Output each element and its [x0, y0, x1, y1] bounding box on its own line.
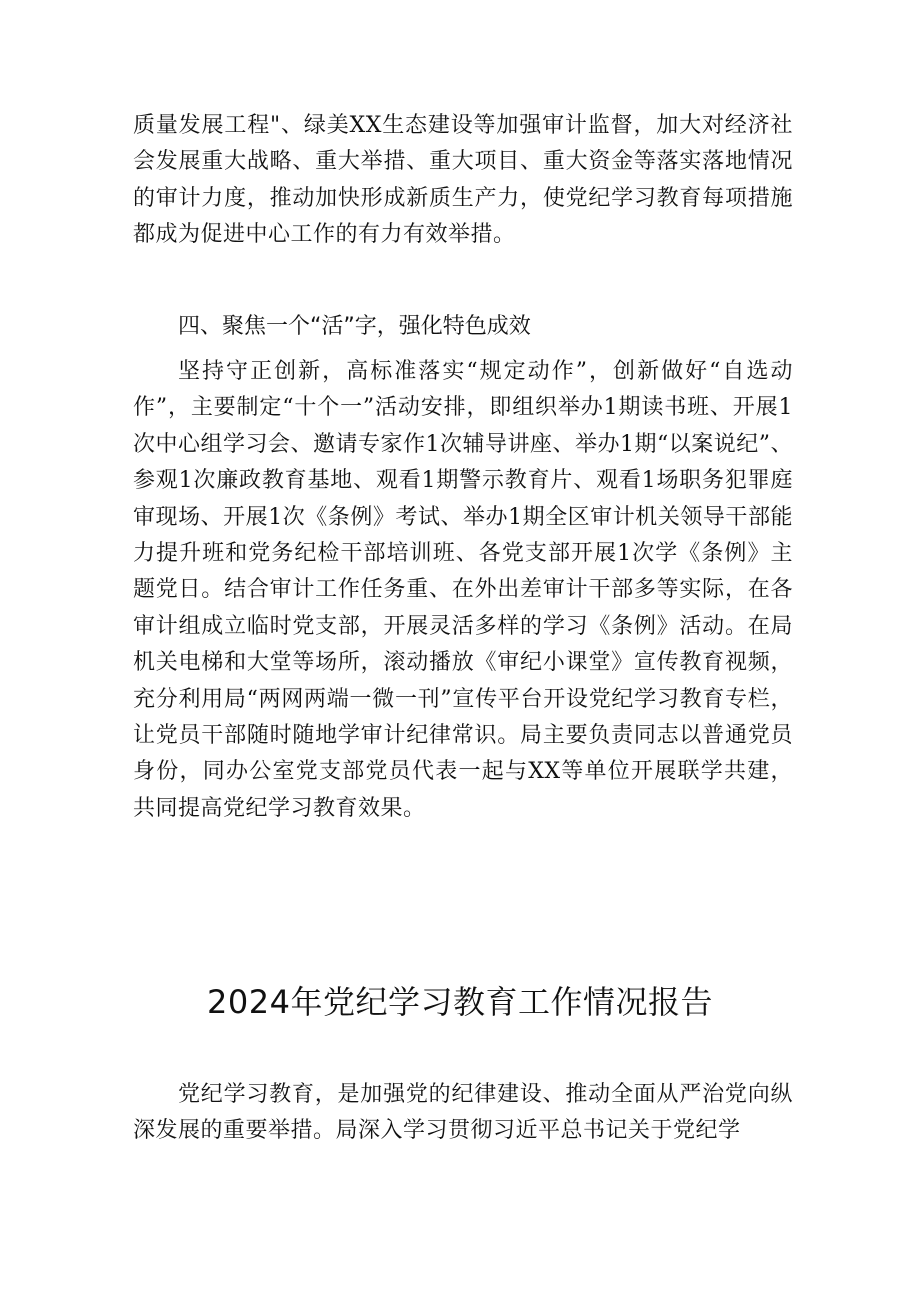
- body-paragraph-intro: 党纪学习教育，是加强党的纪律建设、推动全面从严治党向纵深发展的重要举措。局深入学习贯彻习近平总书记关于党纪学: [133, 1082, 793, 1144]
- document-title: 2024年党纪学习教育工作情况报告: [207, 983, 713, 1021]
- section-heading: 四、聚焦一个“活”字，强化特色成效: [178, 314, 531, 339]
- body-paragraph: 坚持守正创新，高标准落实“规定动作”，创新做好“自选动作”，主要制定“十个一”活动安排，即组织举办1期读书班、开展1次中心组学习会、邀请专家作1次辅导讲座、举办1期“以案说纪”、参观1次廉政教育基地、观看1期警示教育片、观看1场职务犯罪庭审现场、开展1次《条例》考试、举办1期全区审计机关领导干部能力提升班和党务纪检干部培训班、各党支部开展1次学《条例》主题党日。结合审计工作任务重、在外出差审计干部多等实际，在各审计组成立临时党支部，开展灵活多样的学习《条例》活动。在局机关电梯和大堂等场所，滚动播放《审纪小课堂》宣传教育视频，充分利用局“两网两端一微一刊”宣传平台开设党纪学习教育专栏，让党员干部随时随地学审计纪律常识。局主要负责同志以普通党员身份，同办公室党支部党员代表一起与XX等单位开展联学共建，共同提高党纪学习教育效果。: [133, 359, 793, 821]
- body-paragraph-continued: 质量发展工程"、绿美XX生态建设等加强审计监督，加大对经济社会发展重大战略、重大举措、重大项目、重大资金等落实落地情况的审计力度，推动加快形成新质生产力，使党纪学习教育每项措施都成为促进中心工作的有力有效举措。: [133, 113, 793, 248]
